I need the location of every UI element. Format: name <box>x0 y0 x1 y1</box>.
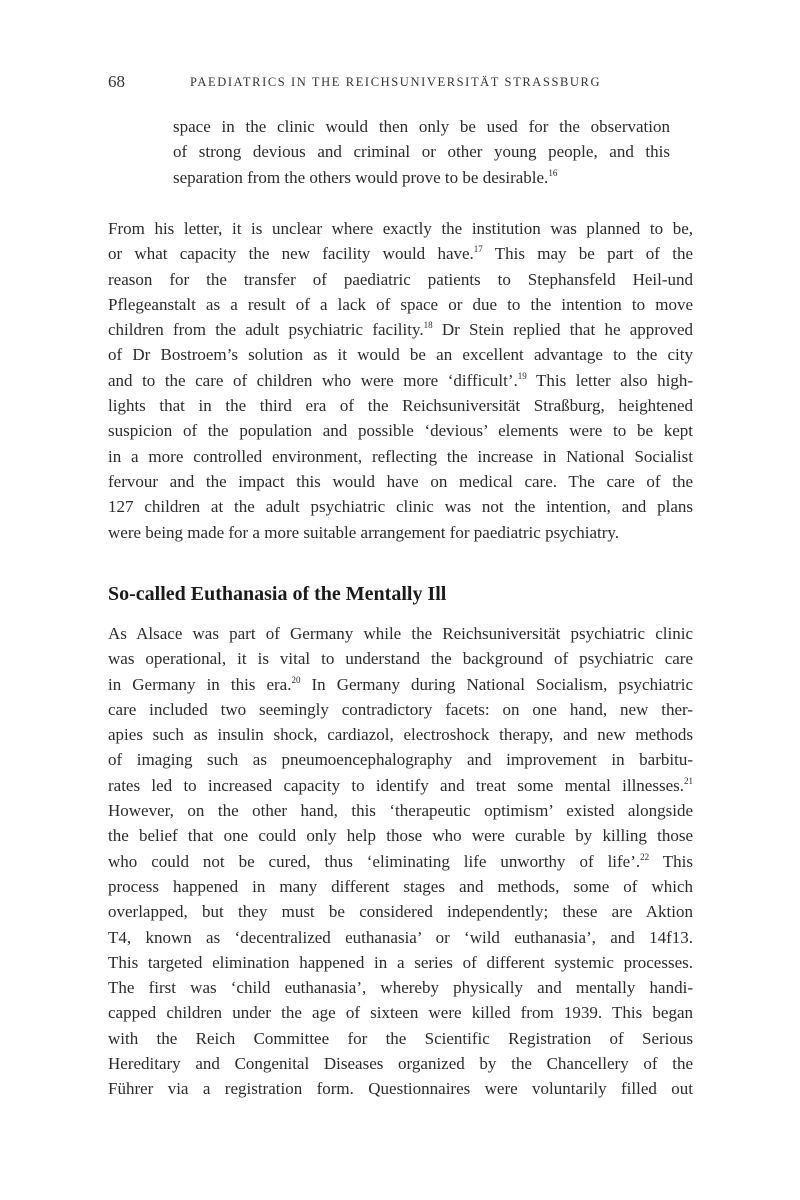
line-text: suspicion of the population and possible ‘devious’ elements were to be kept <box>108 421 693 441</box>
line-text: of Dr Bostroem’s solution as it would be an excellent advantage to the city <box>108 345 693 365</box>
text-line <box>108 317 693 342</box>
line-text: in Germany in this era. <box>108 674 292 694</box>
text-line <box>108 1000 693 1025</box>
line-text: capped children under the age of sixteen were killed from 1939. This began <box>108 1003 693 1023</box>
line-text: fervour and the impact this would have on medical care. The care of the <box>108 471 693 491</box>
text-line <box>108 975 693 1000</box>
text-line <box>108 823 693 848</box>
line-text: or what capacity the new facility would have. <box>108 244 474 264</box>
line-text: with the Reich Committee for the Scientific Registration of Serious <box>108 1028 693 1048</box>
text-line <box>108 520 693 545</box>
text-line <box>108 494 693 519</box>
text-line <box>108 469 693 494</box>
paragraph <box>108 216 693 545</box>
text-line <box>108 646 693 671</box>
text-line <box>173 114 670 139</box>
text-line <box>108 621 693 646</box>
footnote-marker[interactable]: 16 <box>548 167 558 178</box>
line-text: overlapped, but they must be considered independently; these are Aktion <box>108 902 693 922</box>
line-text: of imaging such as pneumoencephalography and improvement in barbitu- <box>108 750 693 770</box>
block-quote <box>173 114 670 190</box>
text-line <box>108 950 693 975</box>
section-heading: So-called Euthanasia of the Mentally Ill <box>108 583 447 605</box>
line-text: lights that in the third era of the Reichsuniversität Straßburg, heightened <box>108 396 693 416</box>
line-text: in a more controlled environment, reflecting the increase in National Socialist <box>108 446 693 466</box>
line-text: and to the care of children who were more ‘difficult’. <box>108 370 518 390</box>
running-title: PAEDIATRICS IN THE REICHSUNIVERSITÄT STRASSBURG <box>190 75 602 89</box>
line-text: Führer via a registration form. Questionnaires were voluntarily filled out <box>108 1079 693 1099</box>
line-text-continued: This may be part of the <box>482 244 693 264</box>
footnote-marker[interactable]: 18 <box>423 320 433 331</box>
text-line <box>108 267 693 292</box>
line-text: 127 children at the adult psychiatric clinic was not the intention, and plans <box>108 497 693 517</box>
line-text: the belief that one could only help those who were curable by killing those <box>108 826 693 846</box>
text-line <box>108 216 693 241</box>
text-line <box>108 418 693 443</box>
text-line <box>108 368 693 393</box>
text-line <box>108 444 693 469</box>
text-line <box>108 292 693 317</box>
line-text: process happened in many different stages and methods, some of which <box>108 876 693 896</box>
text-line <box>108 1051 693 1076</box>
text-line <box>173 165 670 190</box>
text-line <box>108 1026 693 1051</box>
footnote-marker[interactable]: 22 <box>640 851 650 862</box>
text-line <box>108 874 693 899</box>
page-number: 68 <box>108 72 125 91</box>
footnote-marker[interactable]: 19 <box>517 370 527 381</box>
text-line <box>108 798 693 823</box>
line-text-continued: This letter also high- <box>526 370 693 390</box>
line-text: children from the adult psychiatric facility. <box>108 320 424 340</box>
text-line <box>108 925 693 950</box>
line-text: space in the clinic would then only be used for the observation <box>173 117 670 136</box>
line-text: was operational, it is vital to understand the background of psychiatric care <box>108 649 693 669</box>
line-text: were being made for a more suitable arrangement for paediatric psychiatry. <box>108 522 620 542</box>
text-line <box>108 393 693 418</box>
line-text: separation from the others would prove to be desirable. <box>173 167 549 187</box>
line-text: apies such as insulin shock, cardiazol, electroshock therapy, and new methods <box>108 725 693 745</box>
line-text-continued: Dr Stein replied that he approved <box>432 320 693 340</box>
line-text: This targeted elimination happened in a series of different systemic processes. <box>108 952 693 972</box>
line-text: T4, known as ‘decentralized euthanasia’ or ‘wild euthanasia’, and 14f13. <box>108 927 693 947</box>
text-line <box>108 849 693 874</box>
line-text: However, on the other hand, this ‘therapeutic optimism’ existed alongside <box>108 801 693 821</box>
text-line <box>108 342 693 367</box>
line-text: rates led to increased capacity to identify and treat some mental illnesses. <box>108 775 684 795</box>
text-line <box>173 139 670 164</box>
footnote-marker[interactable]: 20 <box>291 674 301 685</box>
text-line <box>108 241 693 266</box>
line-text: of strong devious and criminal or other young people, and this <box>173 142 670 162</box>
line-text: Hereditary and Congenital Diseases organized by the Chancellery of the <box>108 1054 693 1074</box>
text-line <box>108 773 693 798</box>
text-line <box>108 747 693 772</box>
line-text-continued: This <box>649 851 693 871</box>
line-text-continued: In Germany during National Socialism, psychiatric <box>300 674 693 694</box>
line-text: who could not be cured, thus ‘eliminating life unworthy of life’. <box>108 851 641 871</box>
line-text: The first was ‘child euthanasia’, whereby physically and mentally handi- <box>108 978 693 998</box>
footnote-marker[interactable]: 17 <box>473 244 483 255</box>
line-text: reason for the transfer of paediatric patients to Stephansfeld Heil-und <box>108 269 693 289</box>
text-line <box>108 899 693 924</box>
text-line <box>108 697 693 722</box>
line-text: From his letter, it is unclear where exactly the institution was planned to be, <box>108 219 693 238</box>
text-line <box>108 1076 693 1101</box>
footnote-marker[interactable]: 21 <box>684 775 693 786</box>
text-line <box>108 672 693 697</box>
line-text: care included two seemingly contradictory facets: on one hand, new ther- <box>108 699 693 719</box>
line-text: Pflegeanstalt as a result of a lack of space or due to the intention to move <box>108 294 693 314</box>
paragraph <box>108 621 693 1102</box>
text-line <box>108 722 693 747</box>
line-text: As Alsace was part of Germany while the Reichsuniversität psychiatric clinic <box>108 624 693 643</box>
